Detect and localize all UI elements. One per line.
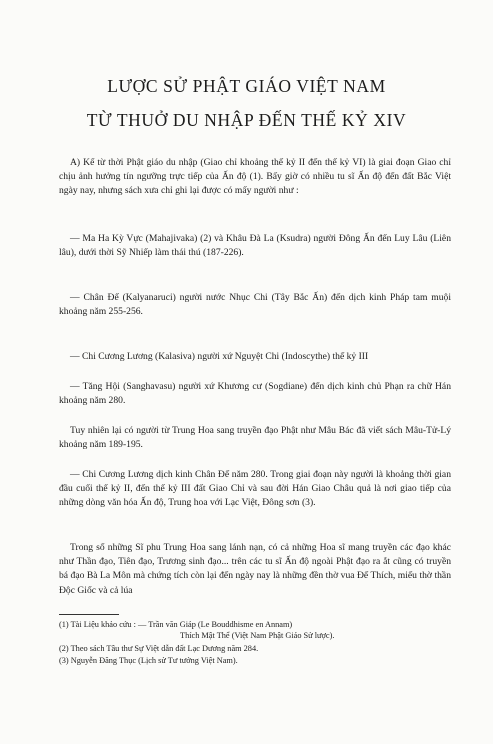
paragraph-tang-hoi: — Tăng Hội (Sanghavasu) người xứ Khương cư (Sogdiane) đến dịch kinh chủ Phạn ra chữ Hán khoảng năm 280.	[59, 381, 451, 407]
paragraph-giao-chi: — Chi Cương Lương dịch kinh Chân Đế năm 280. Trong giai đoạn này người là khoảng thời gian đầu cuối thế kỷ II, đến thế kỷ III đất Giao Chỉ và sau đời Hán Giao Châu quả là nơi giao tiếp của những dòng văn hóa Ấn độ, Trung hoa với Lạc Việt, Đông sơn (3).	[59, 469, 451, 509]
footnote-divider	[59, 614, 119, 615]
footnote-2: (2) Theo sách Tâu thư Sự Việt dẫn đất Lạc Dương năm 284.	[59, 644, 259, 653]
footnote-1: (1) Tài Liệu khảo cứu : — Trần văn Giáp (Le Bouddhisme en Annam)	[59, 620, 293, 629]
paragraph-chi-cuong-luong: — Chi Cương Lương (Kalasiva) người xứ Nguyệt Chi (Indoscythe) thế kỷ III	[70, 351, 369, 362]
page-title-line-1: LƯỢC SỬ PHẬT GIÁO VIỆT NAM	[107, 76, 386, 96]
page-title-line-2: TỪ THUỞ DU NHẬP ĐẾN THẾ KỶ XIV	[86, 110, 407, 130]
paragraph-ma-ha-ky-vuc: — Ma Ha Kỳ Vực (Mahajivaka) (2) và Khâu Đà La (Ksudra) người Đông Ấn đến Luy Lâu (Liên lâu), dưới thời Sỹ Nhiếp làm thái thú (187-226).	[59, 233, 451, 259]
paragraph-intro: A) Kể từ thời Phật giáo du nhập (Giao chỉ khoảng thế kỷ II đến thế kỷ VI) là giai đoạn Giao chỉ chịu ảnh hưởng tín ngưỡng trực tiếp của Ấn độ (1). Bấy giờ có nhiều tu sĩ Ấn độ đến đất Bắc Việt ngày nay, nhưng sách xưa chỉ ghi lại được có mấy người như :	[59, 157, 451, 197]
paragraph-chan-de: — Chân Đế (Kalyanaruci) người nước Nhục Chi (Tây Bắc Ấn) đến dịch kinh Pháp tam muội khoảng năm 255-256.	[59, 292, 451, 318]
footnote-3: (3) Nguyễn Đăng Thục (Lịch sử Tư tưởng Việt Nam).	[59, 656, 238, 665]
footnote-1-continued: Thích Mật Thể (Việt Nam Phật Giáo Sử lược).	[180, 631, 335, 640]
paragraph-si-phu: Trong số những Sĩ phu Trung Hoa sang lánh nạn, có cả những Hoa sĩ mang truyền các đạo khác như Thần đạo, Tiên đạo, Trương sinh đạo... trên các tu sĩ Ấn độ ngoài Phật đạo ra ắt cũng có truyền bá đạo Bà La Môn mà chứng tích còn lại đến ngày nay là những đền thờ vua Đế Thích, miếu thờ thần Độc Giốc và cả lúa	[59, 542, 451, 596]
paragraph-mau-bac: Tuy nhiên lại có người từ Trung Hoa sang truyền đạo Phật như Mâu Bác đã viết sách Mâu-Tử-Lý khoảng năm 189-195.	[59, 425, 451, 451]
